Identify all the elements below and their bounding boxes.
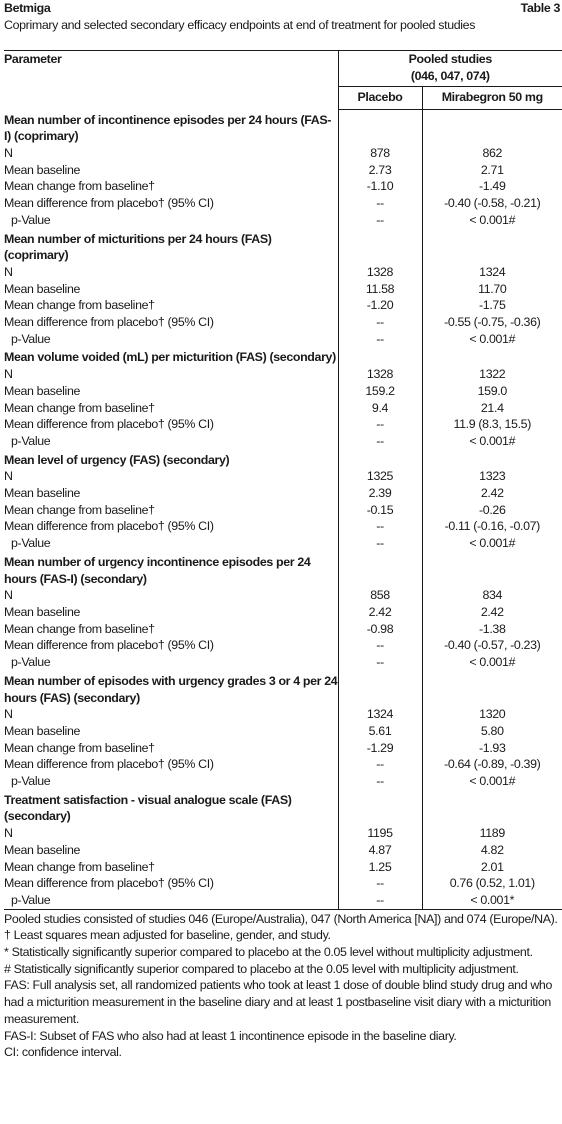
placebo-value: -- xyxy=(338,416,422,433)
empty-cell xyxy=(338,110,422,145)
mirabegron-value: -0.11 (-0.16, -0.07) xyxy=(422,518,562,535)
mirabegron-value: < 0.001# xyxy=(422,331,562,348)
mirabegron-value: 1322 xyxy=(422,366,562,383)
empty-cell xyxy=(422,229,562,264)
table-row xyxy=(4,400,562,417)
footnote: CI: confidence interval. xyxy=(4,1045,122,1060)
row-label: Mean difference from placebo† (95% CI) xyxy=(4,315,214,330)
footnotes xyxy=(4,911,560,1061)
row-label: p-Value xyxy=(11,536,51,551)
table-row xyxy=(4,587,562,604)
mirabegron-value: -1.93 xyxy=(422,740,562,757)
footnote: Pooled studies consisted of studies 046 (Europe/Australia), 047 (North America [NA]) and 074 (Europe/NA). xyxy=(4,911,558,926)
table-row xyxy=(4,654,562,671)
mirabegron-value: 2.42 xyxy=(422,485,562,502)
section-header-row xyxy=(4,450,562,469)
placebo-value: 1328 xyxy=(338,366,422,383)
mirabegron-value: 1324 xyxy=(422,264,562,281)
mirabegron-value: 1323 xyxy=(422,468,562,485)
placebo-value: 159.2 xyxy=(338,383,422,400)
placebo-value: -- xyxy=(338,875,422,892)
empty-cell xyxy=(422,671,562,706)
footnote: # Statistically significantly superior compared to placebo at the 0.05 level with multiplicity adjustment. xyxy=(4,961,519,976)
section-title: Mean volume voided (mL) per micturition (FAS) (secondary) xyxy=(4,350,336,365)
table-row xyxy=(4,264,562,281)
row-label: Mean change from baseline† xyxy=(4,740,155,755)
empty-cell xyxy=(422,347,562,366)
section-header-row xyxy=(4,790,562,825)
footnote: FAS: Full analysis set, all randomized patients who took at least 1 dose of double blind study drug and who had a micturition measurement in the baseline diary and at least 1 postbaseline visit diary with a micturition measurement. xyxy=(4,978,553,1026)
placebo-value: 2.42 xyxy=(338,604,422,621)
table-row xyxy=(4,756,562,773)
mirabegron-value: 0.76 (0.52, 1.01) xyxy=(422,875,562,892)
section-title: Mean number of urgency incontinence episodes per 24 hours (FAS-I) (secondary) xyxy=(4,554,311,586)
row-label: Mean change from baseline† xyxy=(4,859,155,874)
table-body xyxy=(4,110,562,910)
table-row xyxy=(4,383,562,400)
placebo-value: -- xyxy=(338,195,422,212)
table-row xyxy=(4,145,562,162)
parameter-column-header: Parameter xyxy=(4,51,338,110)
footnote: * Statistically significantly superior compared to placebo at the 0.05 level without multiplicity adjustment. xyxy=(4,945,533,960)
row-label: p-Value xyxy=(4,892,338,909)
row-label: N xyxy=(4,146,13,161)
mirabegron-value: -0.40 (-0.57, -0.23) xyxy=(422,637,562,654)
row-label: Mean change from baseline† xyxy=(4,621,155,636)
section-header-row xyxy=(4,671,562,706)
table-row xyxy=(4,502,562,519)
row-label: p-Value xyxy=(11,433,51,448)
mirabegron-value: < 0.001# xyxy=(422,535,562,552)
mirabegron-value: 4.82 xyxy=(422,842,562,859)
empty-cell xyxy=(422,110,562,145)
row-label: p-Value xyxy=(11,655,51,670)
placebo-value: 9.4 xyxy=(338,400,422,417)
row-label: N xyxy=(4,264,13,279)
table-caption: Coprimary and selected secondary efficacy endpoints at end of treatment for pooled studies xyxy=(4,18,476,32)
mirabegron-value: 5.80 xyxy=(422,723,562,740)
table-row xyxy=(4,723,562,740)
mirabegron-value: -0.26 xyxy=(422,502,562,519)
mirabegron-value: -0.64 (-0.89, -0.39) xyxy=(422,756,562,773)
table-row xyxy=(4,637,562,654)
section-title: Mean number of micturitions per 24 hours (FAS) (coprimary) xyxy=(4,231,272,263)
mirabegron-value: -0.55 (-0.75, -0.36) xyxy=(422,314,562,331)
empty-cell xyxy=(338,347,422,366)
placebo-value: -1.10 xyxy=(338,178,422,195)
header-row-1 xyxy=(4,51,562,87)
section-header-row xyxy=(4,110,562,145)
placebo-value: 4.87 xyxy=(338,842,422,859)
table-row xyxy=(4,825,562,842)
section-title: Treatment satisfaction - visual analogue scale (FAS) (secondary) xyxy=(4,792,292,824)
efficacy-table xyxy=(4,50,562,910)
brand-name: Betmiga xyxy=(4,1,51,15)
table-row xyxy=(4,314,562,331)
section-title: Mean number of episodes with urgency grades 3 or 4 per 24 hours (FAS) (secondary) xyxy=(4,673,338,705)
mirabegron-value: < 0.001# xyxy=(422,212,562,229)
table-row xyxy=(4,859,562,876)
row-label: p-Value xyxy=(11,774,51,789)
mirabegron-value: -0.40 (-0.58, -0.21) xyxy=(422,195,562,212)
mirabegron-value: 159.0 xyxy=(422,383,562,400)
placebo-value: -0.15 xyxy=(338,502,422,519)
row-label: Mean change from baseline† xyxy=(4,502,155,517)
table-row xyxy=(4,518,562,535)
pooled-studies-header xyxy=(338,51,562,87)
table-row xyxy=(4,892,562,909)
section-title: Mean level of urgency (FAS) (secondary) xyxy=(4,452,230,467)
placebo-value: -- xyxy=(338,756,422,773)
table-row xyxy=(4,366,562,383)
empty-cell xyxy=(422,450,562,469)
empty-cell xyxy=(422,790,562,825)
pooled-header-line2: (046, 047, 074) xyxy=(410,68,490,83)
row-label: Mean difference from placebo† (95% CI) xyxy=(4,757,214,772)
empty-cell xyxy=(338,671,422,706)
placebo-value: 1328 xyxy=(338,264,422,281)
table-row xyxy=(4,433,562,450)
table-row xyxy=(4,178,562,195)
row-label: N xyxy=(4,588,13,603)
placebo-value: 1195 xyxy=(338,825,422,842)
table-row xyxy=(4,706,562,723)
mirabegron-value: 11.70 xyxy=(422,281,562,298)
table-row xyxy=(4,212,562,229)
row-label: Mean baseline xyxy=(4,723,81,738)
mirabegron-value: 2.71 xyxy=(422,162,562,179)
mirabegron-value: 834 xyxy=(422,587,562,604)
mirabegron-value: < 0.001# xyxy=(422,654,562,671)
row-label: Mean change from baseline† xyxy=(4,298,155,313)
table-row xyxy=(4,416,562,433)
placebo-value: 1.25 xyxy=(338,859,422,876)
table-number: Table 3 xyxy=(520,1,560,15)
mirabegron-value: 862 xyxy=(422,145,562,162)
row-label: p-Value xyxy=(11,331,51,346)
placebo-value: -- xyxy=(338,637,422,654)
placebo-value: 5.61 xyxy=(338,723,422,740)
placebo-value: -- xyxy=(338,535,422,552)
placebo-column-header: Placebo xyxy=(338,87,422,110)
footnote: FAS-I: Subset of FAS who also had at least 1 incontinence episode in the baseline diary. xyxy=(4,1028,457,1043)
mirabegron-value: 1189 xyxy=(422,825,562,842)
row-label: Mean difference from placebo† (95% CI) xyxy=(4,417,214,432)
row-label: N xyxy=(4,367,13,382)
row-label: N xyxy=(4,469,13,484)
placebo-value: -- xyxy=(338,433,422,450)
row-label: Mean difference from placebo† (95% CI) xyxy=(4,638,214,653)
mirabegron-value: 21.4 xyxy=(422,400,562,417)
table-row xyxy=(4,485,562,502)
table-row xyxy=(4,468,562,485)
section-header-row xyxy=(4,552,562,587)
section-title: Mean number of incontinence episodes per 24 hours (FAS-I) (coprimary) xyxy=(4,112,332,144)
placebo-value: 858 xyxy=(338,587,422,604)
table-row xyxy=(4,842,562,859)
table-row xyxy=(4,621,562,638)
row-label: Mean baseline xyxy=(4,162,81,177)
empty-cell xyxy=(338,790,422,825)
row-label: N xyxy=(4,826,13,841)
empty-cell xyxy=(338,450,422,469)
row-label: Mean difference from placebo† (95% CI) xyxy=(4,519,214,534)
mirabegron-value: -1.38 xyxy=(422,621,562,638)
mirabegron-value: < 0.001# xyxy=(422,433,562,450)
row-label: Mean baseline xyxy=(4,605,81,619)
placebo-value: -- xyxy=(338,892,422,909)
section-header-row xyxy=(4,347,562,366)
placebo-value: -1.20 xyxy=(338,297,422,314)
table-row xyxy=(4,195,562,212)
row-label: p-Value xyxy=(11,212,51,227)
row-label: Mean baseline xyxy=(4,842,81,857)
mirabegron-value: < 0.001* xyxy=(422,892,562,909)
table-row xyxy=(4,740,562,757)
placebo-value: -- xyxy=(338,773,422,790)
table-row xyxy=(4,162,562,179)
mirabegron-value: 1320 xyxy=(422,706,562,723)
placebo-value: 878 xyxy=(338,145,422,162)
table-row xyxy=(4,604,562,621)
empty-cell xyxy=(338,552,422,587)
mirabegron-value: -1.49 xyxy=(422,178,562,195)
mirabegron-value: 2.42 xyxy=(422,604,562,621)
row-label: Mean difference from placebo† (95% CI) xyxy=(4,196,214,211)
row-label: Mean change from baseline† xyxy=(4,400,155,415)
placebo-value: -- xyxy=(338,314,422,331)
table-row xyxy=(4,773,562,790)
placebo-value: -- xyxy=(338,331,422,348)
placebo-value: 1325 xyxy=(338,468,422,485)
placebo-value: -- xyxy=(338,654,422,671)
placebo-value: -- xyxy=(338,212,422,229)
row-label: Mean change from baseline† xyxy=(4,179,155,194)
placebo-value: -- xyxy=(338,518,422,535)
table-row xyxy=(4,281,562,298)
empty-cell xyxy=(422,552,562,587)
placebo-value: 1324 xyxy=(338,706,422,723)
placebo-value: -1.29 xyxy=(338,740,422,757)
table-row xyxy=(4,535,562,552)
mirabegron-value: 11.9 (8.3, 15.5) xyxy=(422,416,562,433)
mirabegron-value: < 0.001# xyxy=(422,773,562,790)
placebo-value: -0.98 xyxy=(338,621,422,638)
footnote: † Least squares mean adjusted for baseline, gender, and study. xyxy=(4,928,331,943)
row-label: N xyxy=(4,707,13,722)
table-row xyxy=(4,875,562,892)
mirabegron-column-header: Mirabegron 50 mg xyxy=(422,87,562,110)
table-row xyxy=(4,297,562,314)
header-bar xyxy=(4,0,560,17)
empty-cell xyxy=(338,229,422,264)
row-label: Mean baseline xyxy=(4,281,81,296)
placebo-value: 2.39 xyxy=(338,485,422,502)
section-header-row xyxy=(4,229,562,264)
mirabegron-value: -1.75 xyxy=(422,297,562,314)
placebo-value: 11.58 xyxy=(338,281,422,298)
row-label: Mean baseline xyxy=(4,486,81,501)
row-label: Mean difference from placebo† (95% CI) xyxy=(4,876,214,891)
placebo-value: 2.73 xyxy=(338,162,422,179)
mirabegron-value: 2.01 xyxy=(422,859,562,876)
pooled-header-line1: Pooled studies xyxy=(408,52,492,66)
table-row xyxy=(4,331,562,348)
row-label: Mean baseline xyxy=(4,383,81,398)
